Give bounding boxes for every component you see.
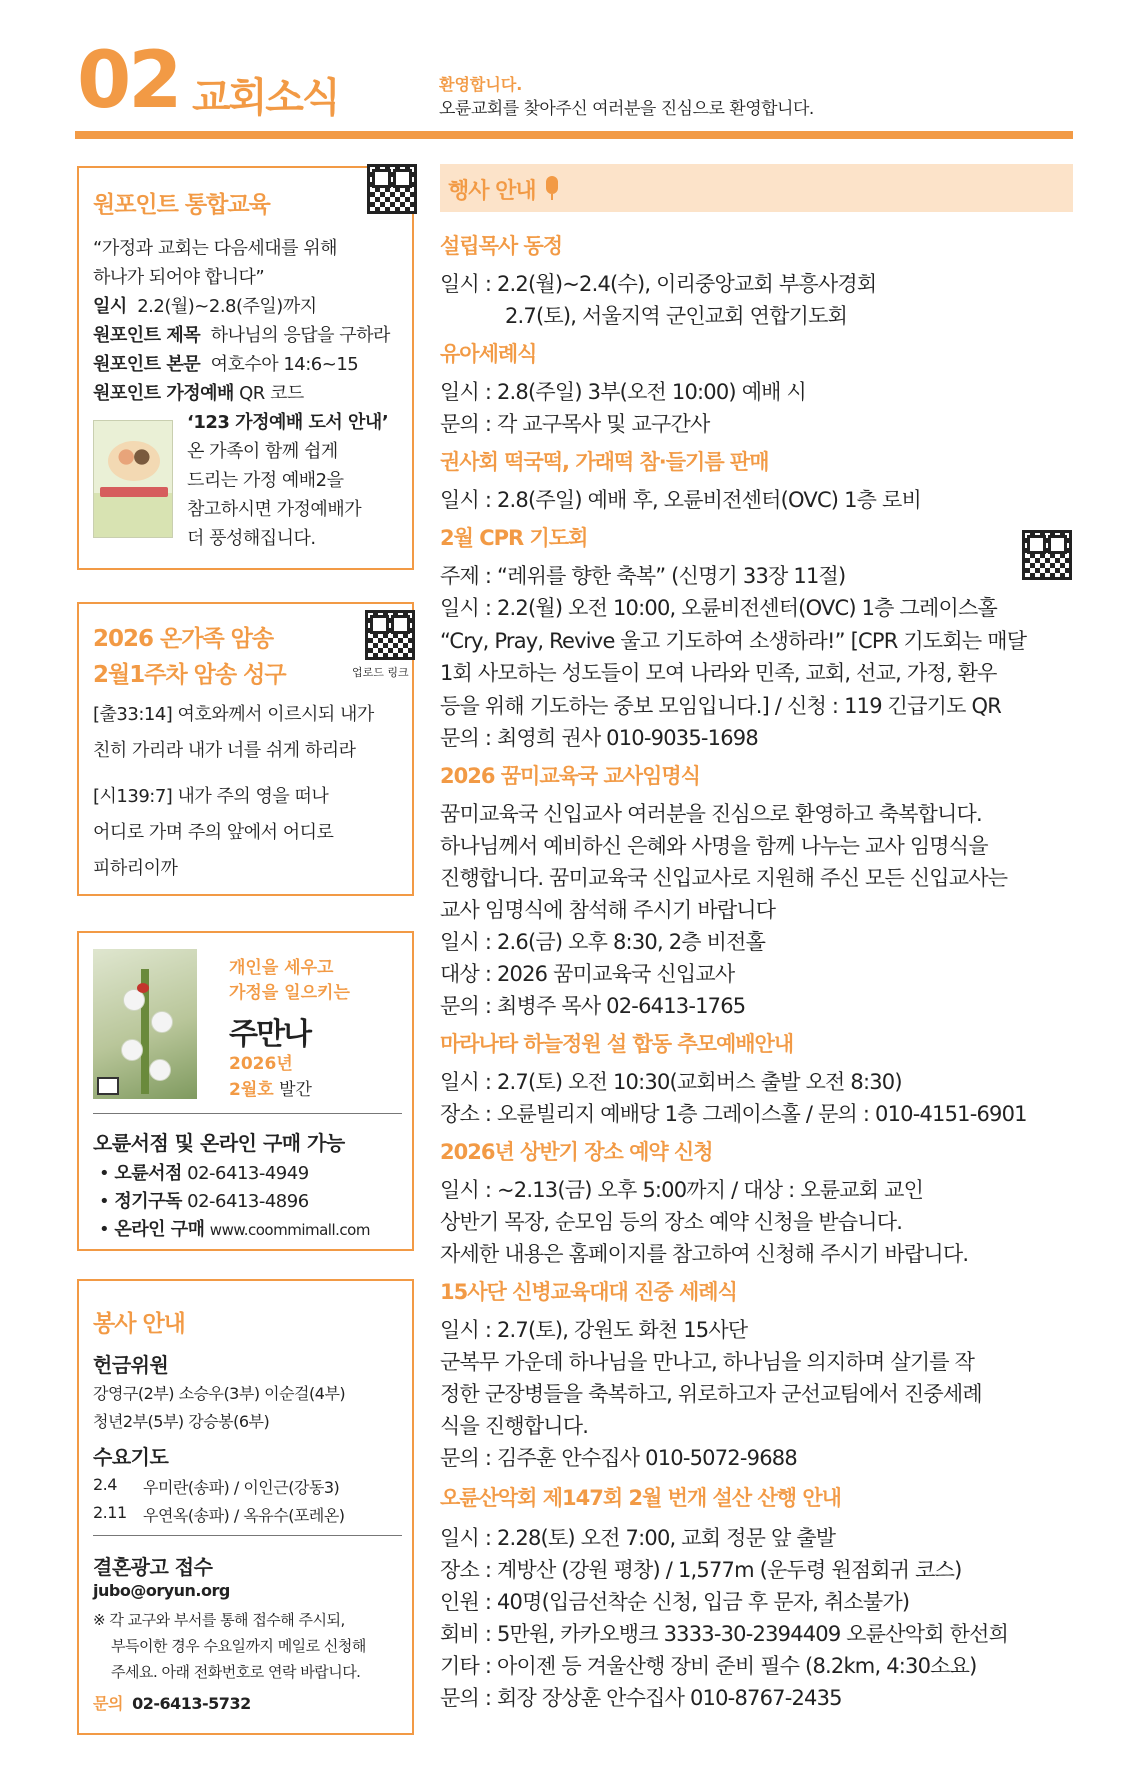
section-title: 교회소식 (192, 75, 339, 121)
event-line: 2.7(토), 서울지역 군인교회 연합기도회 (505, 304, 848, 328)
event-title: 2026 꿈미교육국 교사임명식 (440, 764, 700, 788)
event-line: 문의 : 회장 장상훈 안수집사 010-8767-2435 (440, 1686, 842, 1710)
event-title: 권사회 떡국떡, 가래떡 참·들기름 판매 (440, 450, 769, 474)
event-line: 진행합니다. 꿈미교육국 신입교사로 지원해 주신 모든 신입교사는 (440, 866, 1008, 890)
service-box (77, 1279, 414, 1735)
worship-value: QR 코드 (239, 383, 304, 404)
event-title: 유아세례식 (440, 342, 537, 366)
divider (93, 1113, 402, 1114)
offering-line-2: 청년2부(5부) 강승봉(6부) (93, 1412, 270, 1431)
prayer-title: 수요기도 (93, 1445, 169, 1469)
book-line-2: 드리는 가정 예배2을 (187, 470, 344, 491)
prayer-date: 2.4 (93, 1475, 117, 1494)
onepoint-box (77, 166, 414, 570)
buy-item-label: 온라인 구매 (114, 1219, 205, 1240)
verse-2b: 어디로 가며 주의 앞에서 어디로 (93, 822, 334, 843)
buy-title: 오륜서점 및 온라인 구매 가능 (93, 1131, 345, 1155)
event-line: 군복무 가운데 하나님을 만나고, 하나님을 의지하며 살기를 작 (440, 1350, 975, 1374)
events-header-title: 행사 안내 (448, 179, 536, 204)
event-line: 교사 임명식에 참석해 주시기 바랍니다 (440, 898, 776, 922)
note-line-3: 주세요. 아래 전화번호로 연락 바랍니다. (111, 1663, 361, 1681)
service-title: 봉사 안내 (93, 1311, 185, 1337)
event-line: 일시 : 2.28(토) 오전 7:00, 교회 정문 앞 출발 (440, 1526, 836, 1550)
qr-code-icon[interactable] (1022, 530, 1072, 580)
buy-item-value: 02-6413-4949 (187, 1163, 309, 1184)
memorize-title-2: 2월1주차 암송 성구 (93, 662, 286, 688)
wedding-email[interactable]: jubo@oryun.org (93, 1581, 230, 1600)
magazine-year: 2026년 (229, 1054, 293, 1074)
verse-1a: [출33:14] 여호와께서 이르시되 내가 (93, 704, 374, 725)
event-line: 하나님께서 예비하신 은혜와 사명을 함께 나누는 교사 임명식을 (440, 834, 988, 858)
verse-1b: 친히 가리라 내가 너를 쉬게 하리라 (93, 740, 356, 761)
events-header (440, 164, 1073, 212)
event-line: 일시 : ~2.13(금) 오후 5:00까지 / 대상 : 오륜교회 교인 (440, 1178, 924, 1202)
prayer-names: 우연옥(송파) / 옥유수(포레온) (143, 1506, 345, 1525)
event-line: 문의 : 김주훈 안수집사 010-5072-9688 (440, 1446, 797, 1470)
event-line: 대상 : 2026 꿈미교육국 신입교사 (440, 962, 735, 986)
welcome-text: 오륜교회를 찾아주신 여러분을 진심으로 환영합니다. (439, 99, 814, 119)
event-line: 인원 : 40명(입금선착순 신청, 입금 후 문자, 취소불가) (440, 1590, 910, 1614)
welcome-title: 환영합니다. (439, 75, 523, 94)
book-line-4: 더 풍성해집니다. (187, 528, 316, 549)
event-line: 일시 : 2.7(토) 오전 10:30(교회버스 출발 오전 8:30) (440, 1070, 902, 1094)
event-title: 15사단 신병교육대대 진중 세례식 (440, 1280, 737, 1304)
book-title: ‘123 가정예배 도서 안내’ (187, 412, 389, 433)
wedding-title: 결혼광고 접수 (93, 1555, 213, 1579)
buy-item-label: 정기구독 (114, 1191, 182, 1212)
date-label: 일시 (93, 296, 127, 317)
event-line: 등을 위해 기도하는 중보 모임입니다.] / 신청 : 119 긴급기도 QR (440, 694, 1001, 718)
subject-label: 원포인트 제목 (93, 325, 201, 346)
note-line-2: 부득이한 경우 수요일까지 메일로 신청해 (111, 1637, 366, 1655)
magazine-cover-image (93, 949, 197, 1099)
offering-title: 헌금위원 (93, 1353, 169, 1377)
event-line: 상반기 목장, 순모임 등의 장소 예약 신청을 받습니다. (440, 1210, 903, 1234)
subject-value: 하나님의 응답을 구하라 (210, 325, 390, 346)
event-line: 장소 : 오륜빌리지 예배당 1층 그레이스홀 / 문의 : 010-4151-6901 (440, 1102, 1027, 1126)
note-line-1: ※ 각 교구와 부서를 통해 접수해 주시되, (93, 1611, 345, 1629)
event-line: 꿈미교육국 신입교사 여러분을 진심으로 환영하고 축복합니다. (440, 802, 982, 826)
event-line: 문의 : 최병주 목사 02-6413-1765 (440, 994, 746, 1018)
header-divider (75, 131, 1073, 139)
book-line-3: 참고하시면 가정예배가 (187, 499, 362, 520)
onepoint-quote-1: “가정과 교회는 다음세대를 위해 (93, 238, 338, 259)
event-line: 장소 : 계방산 (강원 평창) / 1,577m (운두령 원점회귀 코스) (440, 1558, 962, 1582)
memorize-box (77, 602, 414, 896)
verse-2a: [시139:7] 내가 주의 영을 떠나 (93, 786, 329, 807)
qr-code-icon[interactable] (367, 164, 417, 214)
buy-item-value: 02-6413-4896 (187, 1191, 309, 1212)
magazine-logo: 주만나 (229, 1017, 310, 1052)
prayer-names: 우미란(송파) / 이인근(강동3) (143, 1478, 340, 1497)
buy-item-label: 오륜서점 (114, 1163, 182, 1184)
event-line: 일시 : 2.8(주일) 예배 후, 오륜비전센터(OVC) 1층 로비 (440, 488, 921, 512)
inquiry-phone: 02-6413-5732 (132, 1694, 251, 1713)
microphone-icon (546, 176, 558, 194)
text-label: 원포인트 본문 (93, 354, 201, 375)
event-title: 설립목사 동정 (440, 234, 563, 258)
book-cover-image (93, 420, 173, 538)
verse-2c: 피하리이까 (93, 858, 178, 879)
event-title: 2월 CPR 기도회 (440, 526, 588, 550)
event-line: 일시 : 2.2(월) 오전 10:00, 오륜비전센터(OVC) 1층 그레이스홀 (440, 596, 997, 620)
offering-line-1: 강영구(2부) 소승우(3부) 이순걸(4부) (93, 1384, 346, 1403)
text-value: 여호수아 14:6~15 (210, 354, 359, 375)
event-line: 일시 : 2.2(월)~2.4(수), 이리중앙교회 부흥사경회 (440, 272, 877, 296)
event-title: 마라나타 하늘정원 설 합동 추모예배안내 (440, 1032, 794, 1056)
prayer-date: 2.11 (93, 1503, 127, 1522)
event-line: 회비 : 5만원, 카카오뱅크 3333-30-2394409 오륜산악회 한선희 (440, 1622, 1009, 1646)
event-line: 일시 : 2.6(금) 오후 8:30, 2층 비전홀 (440, 930, 766, 954)
event-line: 기타 : 아이젠 등 겨울산행 장비 준비 필수 (8.2km, 4:30소요) (440, 1654, 977, 1678)
magazine-box: 개인을 세우고 가정을 일으키는 주만나 2026년 2월호 발간 오륜서점 및 온라인 구매 가능 • 오륜서점 02-6413-4949 • 정기구독 02-6413-4896 • 온라인 구매 www.coommimall.com (77, 931, 414, 1251)
event-line: 주제 : “레위를 향한 축복” (신명기 33장 11절) (440, 564, 846, 588)
event-line: “Cry, Pray, Revive 울고 기도하여 소생하라!” [CPR 기도회는 매달 (440, 629, 1027, 653)
memorize-title-1: 2026 온가족 암송 (93, 626, 274, 652)
magazine-issue-rest: 발간 (279, 1080, 312, 1100)
section-number: 02 (77, 36, 180, 126)
onepoint-title: 원포인트 통합교육 (93, 192, 270, 218)
magazine-tag-2: 가정을 일으키는 (229, 983, 350, 1003)
book-line-1: 온 가족이 함께 쉽게 (187, 441, 338, 462)
event-title: 오륜산악회 제147회 2월 번개 설산 산행 안내 (440, 1486, 841, 1510)
event-line: 1회 사모하는 성도들이 모여 나라와 민족, 교회, 선교, 가정, 환우 (440, 661, 997, 685)
qr-caption: 업로드 링크 (352, 666, 409, 679)
magazine-issue: 2월호 (229, 1080, 274, 1100)
event-line: 자세한 내용은 홈페이지를 참고하여 신청해 주시기 바랍니다. (440, 1242, 969, 1266)
magazine-tag-1: 개인을 세우고 (229, 958, 334, 978)
event-line: 정한 군장병들을 축복하고, 위로하고자 군선교팀에서 진중세례 (440, 1382, 982, 1406)
worship-label: 원포인트 가정예배 (93, 383, 234, 404)
qr-code-icon[interactable] (365, 610, 415, 660)
onepoint-quote-2: 하나가 되어야 합니다” (93, 267, 265, 288)
date-value: 2.2(월)~2.8(주일)까지 (137, 296, 317, 317)
event-title: 2026년 상반기 장소 예약 신청 (440, 1140, 713, 1164)
event-line: 일시 : 2.7(토), 강원도 화천 15사단 (440, 1318, 748, 1342)
page-header (77, 36, 1073, 136)
online-store-link[interactable]: www.coommimall.com (209, 1221, 370, 1239)
event-line: 문의 : 최영희 권사 010-9035-1698 (440, 726, 758, 750)
event-line: 문의 : 각 교구목사 및 교구간사 (440, 412, 710, 436)
inquiry-label: 문의 (93, 1694, 123, 1713)
event-line: 일시 : 2.8(주일) 3부(오전 10:00) 예배 시 (440, 380, 807, 404)
divider (93, 1535, 402, 1536)
event-line: 식을 진행합니다. (440, 1414, 589, 1438)
